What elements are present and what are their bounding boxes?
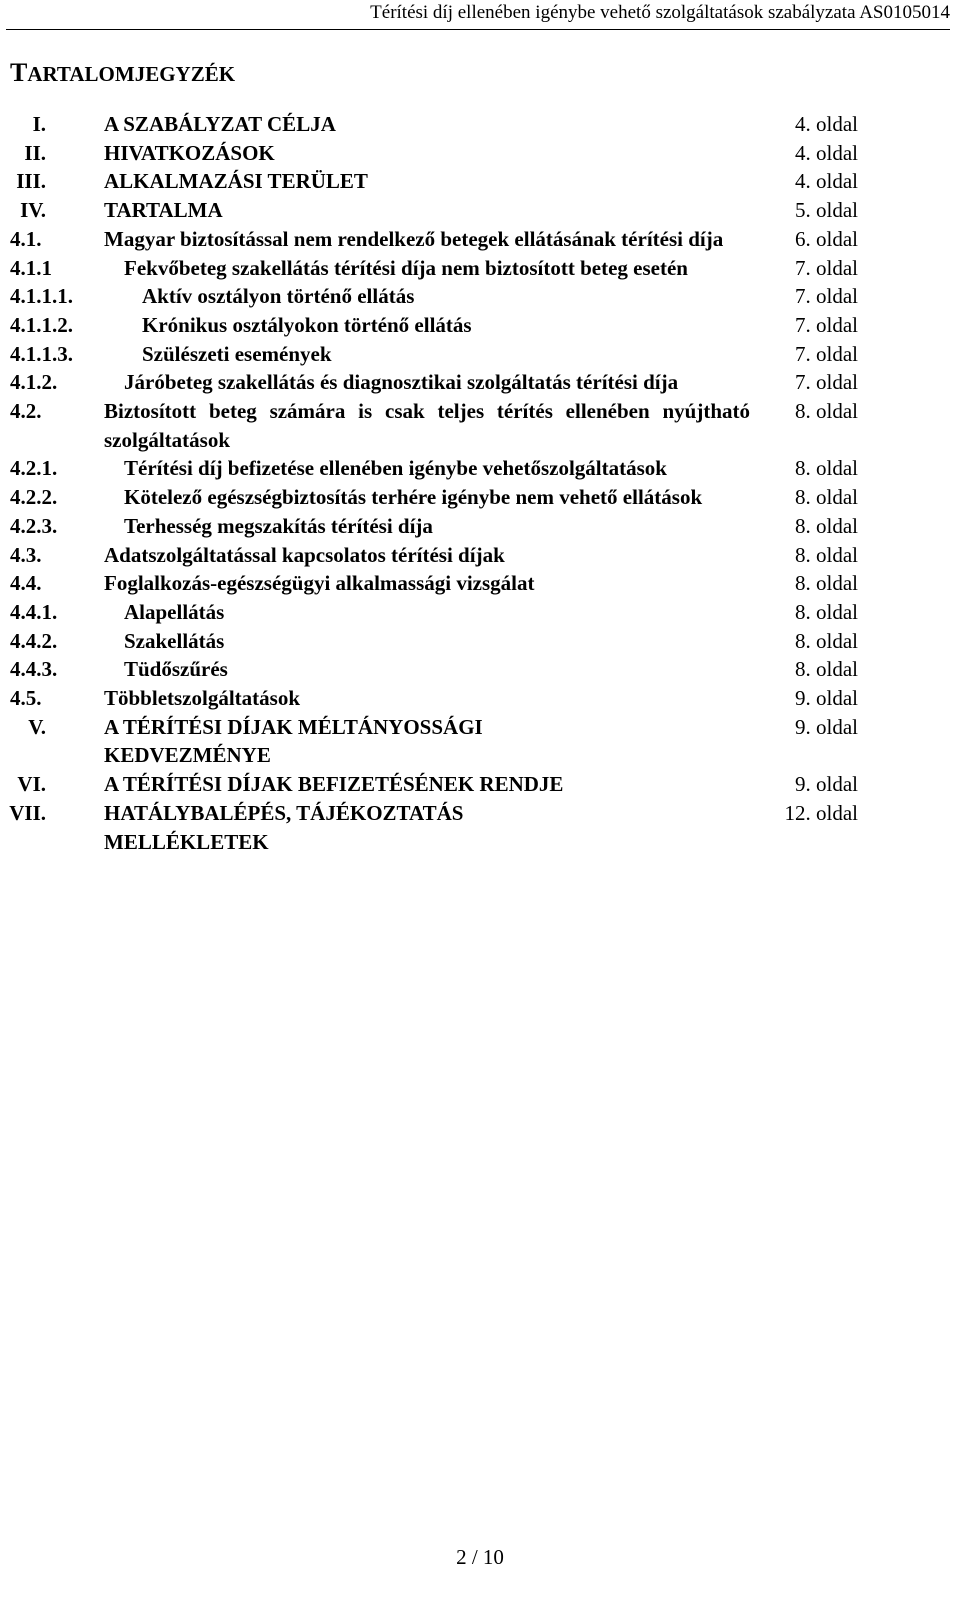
toc-entry[interactable]: [0, 454, 960, 483]
toc-entry-number: 4.2.3.: [10, 513, 58, 538]
toc-entry-page: 9. oldal: [795, 714, 858, 739]
toc-entry-text: Térítési díj befizetése ellenében igénybe vehetőszolgáltatások: [124, 456, 667, 481]
toc-title: [10, 60, 235, 87]
toc-entry-text: Fekvőbeteg szakellátás térítési díja nem biztosított beteg esetén: [124, 255, 688, 280]
toc-entry-page: 4. oldal: [795, 140, 858, 165]
toc-entry-number: III.: [16, 169, 46, 194]
toc-entry-text: Terhesség megszakítás térítési díja: [124, 513, 433, 538]
toc-entry-number: 4.4.2.: [10, 628, 58, 653]
toc-entry-page: 12. oldal: [784, 800, 858, 825]
toc-entry-text: Tüdőszűrés: [124, 657, 228, 682]
toc-entry-text: Szakellátás: [124, 628, 225, 653]
toc-entry-text: Magyar biztosítással nem rendelkező betegek ellátásának térítési díja: [104, 226, 724, 251]
toc-entry-page: 8. oldal: [795, 456, 858, 481]
toc-entry-page: 7. oldal: [795, 284, 858, 309]
toc-title-rest: ARTALOMJEGYZÉK: [27, 62, 236, 86]
toc-entry-text: Többletszolgáltatások: [104, 686, 301, 711]
toc-entry-page: 8. oldal: [795, 399, 858, 424]
toc-entry-text: Szülészeti események: [142, 341, 332, 366]
toc-entry[interactable]: [0, 569, 960, 598]
toc-entry-text: Foglalkozás-egészségügyi alkalmassági vizsgálat: [104, 571, 535, 596]
toc-entry[interactable]: [0, 139, 960, 168]
toc-entry[interactable]: [0, 770, 960, 799]
toc-entry-text: Kötelező egészségbiztosítás terhére igénybe nem vehető ellátások: [124, 485, 703, 510]
toc-entry[interactable]: [0, 512, 960, 541]
toc-entry-page: 8. oldal: [795, 571, 858, 596]
toc-entry-number: 4.3.: [10, 542, 42, 567]
toc-entry-page: 6. oldal: [795, 226, 858, 251]
page-header-title: Térítési díj ellenében igénybe vehető szolgáltatások szabályzata AS0105014: [370, 2, 950, 23]
toc-entry-page: 8. oldal: [795, 657, 858, 682]
toc-entry-page: 8. oldal: [795, 628, 858, 653]
toc-entry-text: A TÉRÍTÉSI DÍJAK BEFIZETÉSÉNEK RENDJE: [104, 772, 564, 797]
toc-entry-page: 8. oldal: [795, 485, 858, 510]
toc-entry-number: V.: [28, 714, 46, 739]
header-divider: [6, 29, 950, 30]
toc-entry-page: 7. oldal: [795, 341, 858, 366]
toc-entry-number: 4.1.1.2.: [10, 312, 73, 337]
toc-entry[interactable]: [0, 799, 960, 856]
toc-entry[interactable]: [0, 110, 960, 139]
toc-entry[interactable]: [0, 368, 960, 397]
toc-entry[interactable]: [0, 282, 960, 311]
toc-entry-number: 4.1.: [10, 226, 42, 251]
toc-entry-number: 4.5.: [10, 686, 42, 711]
toc-entry[interactable]: [0, 541, 960, 570]
toc-entry-text: A TÉRÍTÉSI DÍJAK MÉLTÁNYOSSÁGI KEDVEZMÉNYE: [104, 714, 483, 768]
toc-entry-page: 9. oldal: [795, 772, 858, 797]
toc-entry-number: I.: [32, 112, 46, 136]
toc-entry[interactable]: [0, 655, 960, 684]
toc-entry-page: 4. oldal: [795, 112, 858, 136]
toc-entry[interactable]: [0, 713, 960, 770]
toc-entry[interactable]: [0, 254, 960, 283]
toc-entry[interactable]: [0, 196, 960, 225]
toc-entry-text: Alapellátás: [124, 599, 225, 624]
toc-entry-page: 5. oldal: [795, 198, 858, 223]
toc-title-initial: T: [10, 58, 28, 87]
toc-entry-number: 4.2.: [10, 399, 42, 424]
toc-entry[interactable]: [0, 225, 960, 254]
toc-entry-text: TARTALMA: [104, 198, 223, 223]
toc-entry-page: 8. oldal: [795, 513, 858, 538]
toc-entry-text: ALKALMAZÁSI TERÜLET: [104, 169, 368, 194]
toc-entry-text: Járóbeteg szakellátás és diagnosztikai szolgáltatás térítési díja: [124, 370, 679, 395]
toc-entry-number: 4.1.1.3.: [10, 341, 73, 366]
toc-entry-number: 4.4.3.: [10, 657, 58, 682]
toc-entry[interactable]: [0, 684, 960, 713]
toc-entry[interactable]: [0, 598, 960, 627]
toc-entry-page: 7. oldal: [795, 370, 858, 395]
toc-entry-number: 4.4.1.: [10, 599, 58, 624]
toc-entry[interactable]: [0, 483, 960, 512]
toc-entry-number: 4.1.1.1.: [10, 284, 73, 309]
toc-entry-number: 4.4.: [10, 571, 42, 596]
toc-entry[interactable]: [0, 340, 960, 369]
toc-entry-number: 4.1.1: [10, 255, 52, 280]
toc-entry-number: 4.2.1.: [10, 456, 58, 481]
toc-entry-text: Aktív osztályon történő ellátás: [142, 284, 415, 309]
toc-entry-page: 4. oldal: [795, 169, 858, 194]
page-number: 2 / 10: [456, 1545, 504, 1569]
toc-entry-page: 9. oldal: [795, 686, 858, 711]
toc-entry-number: IV.: [20, 198, 46, 223]
toc-entry-text: Biztosított beteg számára is csak teljes térítés ellenében nyújtható szolgáltatások: [104, 399, 750, 452]
toc-entry-text: HIVATKOZÁSOK: [104, 140, 275, 165]
toc-entry-page: 7. oldal: [795, 312, 858, 337]
toc-entry[interactable]: [0, 311, 960, 340]
toc-entry-number: II.: [24, 140, 46, 165]
toc-entry-text: Krónikus osztályokon történő ellátás: [142, 312, 472, 337]
toc-entry-text: HATÁLYBALÉPÉS, TÁJÉKOZTATÁS MELLÉKLETEK: [104, 800, 464, 854]
toc-entry[interactable]: [0, 397, 960, 454]
toc-entry-page: 8. oldal: [795, 542, 858, 567]
toc-entry-page: 8. oldal: [795, 599, 858, 624]
toc-entry-number: VII.: [9, 800, 46, 825]
toc-entry-number: VI.: [17, 772, 46, 797]
toc-entry-page: 7. oldal: [795, 255, 858, 280]
toc-entry-number: 4.2.2.: [10, 485, 58, 510]
toc-entry[interactable]: [0, 167, 960, 196]
toc-entry-number: 4.1.2.: [10, 370, 58, 395]
table-of-contents: [0, 110, 960, 856]
toc-entry-text: A SZABÁLYZAT CÉLJA: [104, 112, 336, 136]
toc-entry-text: Adatszolgáltatással kapcsolatos térítési díjak: [104, 542, 505, 567]
toc-entry[interactable]: [0, 627, 960, 656]
